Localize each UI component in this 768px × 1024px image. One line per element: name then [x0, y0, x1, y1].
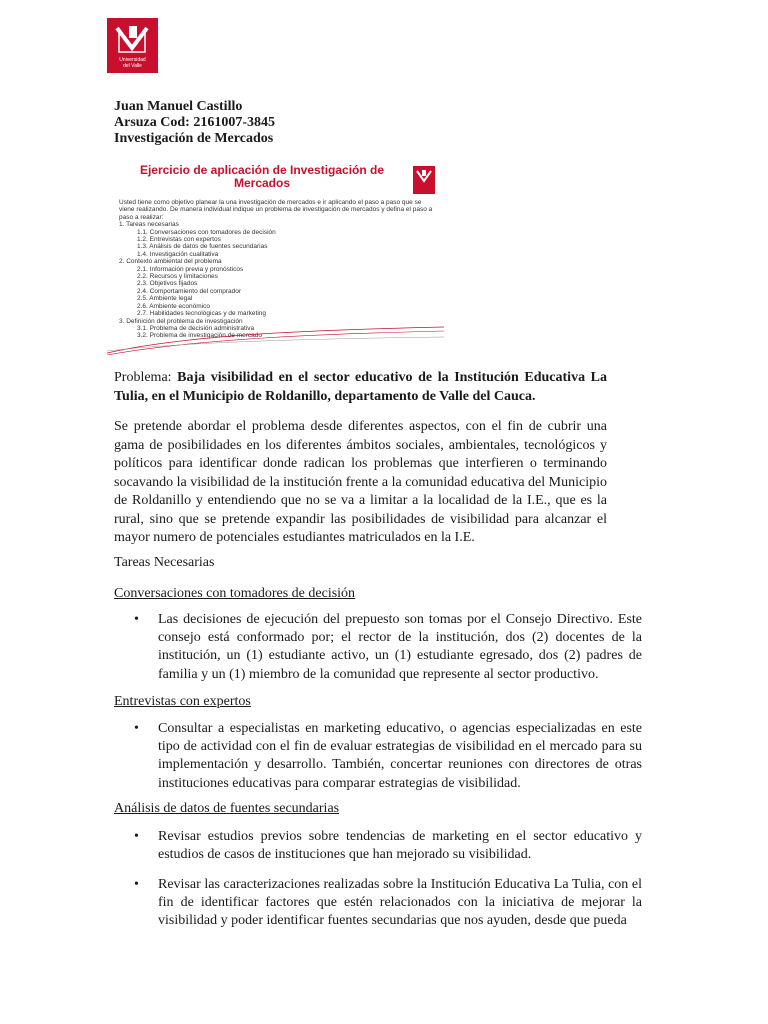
bullet-experts: Consultar a especialistas en marketing educativo, o agencias especializadas en este tipo de actividad con el fin de evaluar estrategias de visibilidad en el mercado para su implementación y desarrollo. También, concertar reuniones con directores de otras instituciones educativas para comparar estrategias de visibilidad.	[158, 721, 642, 791]
bullet-decision-makers: Las decisiones de ejecución del prepuesto son tomas por el Consejo Directivo. Este consejo está conformado por; el rector de la institución, dos (2) docentes de la institución, un (1) estudiante activo, un (1) estudiante egresado, dos (2) padres de familia y un (1) miembro de la comunidad que represente al sector productivo.	[158, 612, 642, 682]
slide-outline-item: 2.4. Comportamiento del comprador	[137, 287, 242, 295]
author-code: Arsuza Cod: 2161007-3845	[114, 115, 275, 130]
bullet-secondary-1: Revisar estudios previos sobre tendencias de marketing en el sector educativo y estudios de casos de instituciones que han mejorado su visibilidad.	[158, 829, 642, 863]
author-name: Juan Manuel Castillo	[114, 99, 243, 114]
course-name: Investigación de Mercados	[114, 131, 274, 146]
slide-outline-item: 2.3. Objetivos fijados	[137, 280, 198, 288]
slide-outline-item: 3.2. Problema de investigación de mercado	[137, 332, 263, 340]
slide-outline-item: 2.1. Información previa y pronósticos	[137, 265, 244, 273]
slide-outline-item: 2.2. Recursos y limitaciones	[137, 273, 218, 281]
slide-outline-item: 1.4. Investigación cualitativa	[137, 250, 219, 258]
slide-title	[107, 164, 417, 190]
section-heading-experts: Entrevistas con expertos	[114, 694, 251, 709]
slide-outline-item: 1.2. Entrevistas con expertos	[137, 236, 221, 244]
slide-outline-item: 2.5. Ambiente legal	[137, 295, 193, 303]
bullet-dot: •	[134, 829, 139, 844]
intro-paragraph: Se pretende abordar el problema desde diferentes aspectos, con el fin de cubrir una gama de posibilidades en los diferentes ámbitos sociales, ambientales, tecnológicos y políticos para identificar donde radican los problemas que interfieren o terminando socavando la visibilidad de la institución frente a la comunidad educativa del Municipio de Roldanillo y entendiendo que no se va a limitar a la localidad de la I.E., que es la rural, sino que se pretende expandir las posibilidades de visibilidad para alcanzar el mayor numero de potenciales estudiantes matriculados en la I.E.	[114, 419, 607, 545]
slide-outline-item: 3.1. Problema de decisión administrativa	[137, 324, 255, 332]
slide-outline-item: 3. Definición del problema de investigación	[119, 317, 243, 325]
bullet-dot: •	[134, 612, 139, 627]
tasks-title: Tareas Necesarias	[114, 555, 215, 570]
exercise-slide-image	[107, 156, 444, 355]
slide-title-line2: Mercados	[233, 176, 291, 190]
slide-outline-item: 2.6. Ambiente económico	[137, 302, 210, 310]
bullet-secondary-2: Revisar las caracterizaciones realizadas sobre la Institución Educativa La Tulia, con el fin de identificar factores que estén relacionados con la iniciativa de mejorar la visibilidad y poder identificar fuentes secundarias que nos ayuden, desde que pueda	[158, 877, 642, 929]
slide-body	[119, 199, 437, 340]
slide-outline-item: 2.7. Habilidades tecnológicas y de marketing	[137, 310, 266, 318]
slide-outline-item: 1.3. Análisis de datos de fuentes secundarias	[137, 243, 268, 251]
section-heading-decision-makers: Conversaciones con tomadores de decisión	[114, 586, 356, 601]
logo-text-line2: del Valle	[123, 63, 142, 69]
logo-text-line1: Universidad	[119, 57, 146, 63]
bullet-dot: •	[134, 877, 139, 892]
slide-outline-item: 1. Tareas necesarias	[119, 221, 179, 229]
slide-title-line1: Ejercicio de aplicación de Investigación de	[139, 163, 385, 177]
section-heading-secondary-sources: Análisis de datos de fuentes secundarias	[114, 801, 340, 816]
slide-items	[119, 221, 437, 340]
problem-label: Problema:	[114, 370, 178, 385]
problem-text: Baja visibilidad en el sector educativo de la Institución Educativa La Tulia, en el Municipio de Roldanillo, departamento de Valle del Cauca.	[114, 370, 608, 404]
bullet-dot: •	[134, 721, 139, 736]
slide-outline-item: 1.1. Conversaciones con tomadores de decisión	[137, 228, 276, 236]
author-block	[114, 99, 275, 147]
slide-decorative-curves	[107, 325, 444, 355]
slide-logo	[413, 166, 435, 194]
university-logo	[107, 18, 158, 73]
slide-outline-item: 2. Contexto ambiental del problema	[119, 258, 222, 266]
problem-statement	[114, 369, 607, 406]
slide-intro: Usted tiene como objetivo planear la una investigación de mercados e ir aplicando el paso a paso que se viene realizando. De manera individual indique un problema de investigación de mercados y defina el paso a paso a realizar:	[119, 199, 433, 221]
